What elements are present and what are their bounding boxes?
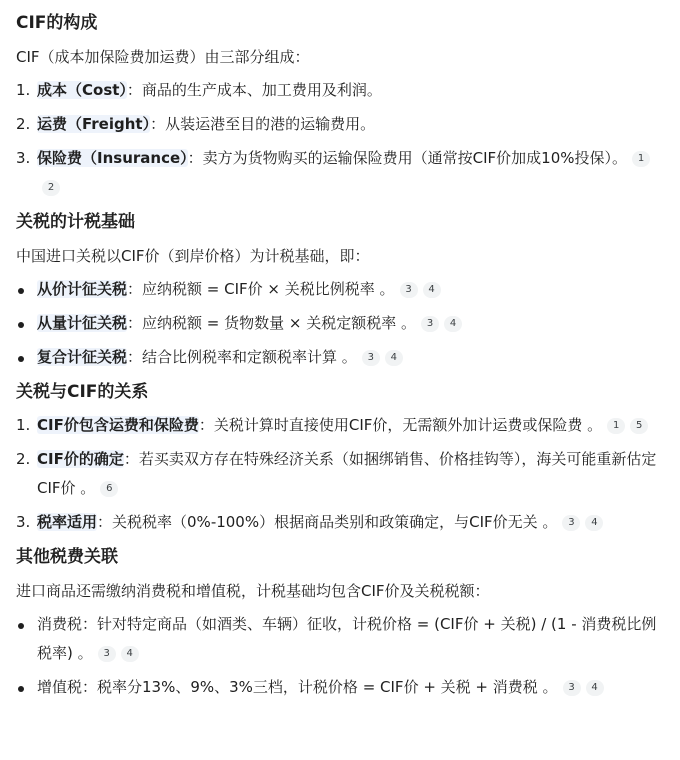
- list-number: 2.: [16, 115, 31, 133]
- bullet-icon: [18, 686, 24, 692]
- list-number: 1.: [16, 81, 31, 99]
- list-item: [16, 608, 664, 671]
- list-text: ：从装运港至目的港的运输费用。: [150, 115, 376, 133]
- citation-badge[interactable]: 4: [423, 282, 441, 298]
- bullet-icon: [18, 288, 24, 294]
- list-item: [16, 341, 664, 375]
- list-text: ：应纳税额 = 货物数量 × 关税定额税率 。: [127, 314, 416, 332]
- list-term: 从量计征关税: [37, 314, 128, 332]
- citation-badge[interactable]: 6: [100, 481, 118, 497]
- bullet-icon: [18, 623, 24, 629]
- section-heading: 其他税费关联: [16, 547, 118, 567]
- citation-badge[interactable]: 2: [42, 180, 60, 196]
- list-term: CIF价的确定: [37, 450, 124, 468]
- list-number: 3.: [16, 149, 31, 167]
- citation-badge[interactable]: 3: [98, 646, 116, 662]
- list-text: ：应纳税额 = CIF价 × 关税比例税率 。: [127, 280, 395, 298]
- list-item: [16, 506, 664, 540]
- numbered-list: [16, 74, 664, 205]
- list-term: 运费（Freight）: [37, 115, 151, 133]
- section-heading: 关税的计税基础: [16, 212, 135, 232]
- citation-badge[interactable]: 3: [421, 316, 439, 332]
- list-item: [16, 443, 664, 506]
- list-text: 增值税：税率分13%、9%、3%三档，计税价格 = CIF价 + 关税 + 消费税 。: [37, 678, 558, 696]
- list-term: 税率适用: [37, 513, 98, 531]
- list-text: ：卖方为货物购买的运输保险费用（通常按CIF价加成10%投保）。: [187, 149, 628, 167]
- citation-badge[interactable]: 4: [385, 350, 403, 366]
- list-item: [16, 142, 664, 205]
- citation-badge[interactable]: 3: [563, 680, 581, 696]
- citation-badge[interactable]: 4: [585, 515, 603, 531]
- list-text: ：若买卖双方存在特殊经济关系（如捆绑销售、价格挂钩等），海关可能重新估定CIF价 。: [37, 450, 657, 497]
- list-item: [16, 307, 664, 341]
- list-number: 2.: [16, 450, 31, 468]
- section-intro: CIF（成本加保险费加运费）由三部分组成：: [16, 48, 310, 66]
- numbered-list: [16, 409, 664, 540]
- list-text: ：结合比例税率和定额税率计算 。: [127, 348, 357, 366]
- list-term: CIF价包含运费和保险费: [37, 416, 199, 434]
- citation-badge[interactable]: 3: [562, 515, 580, 531]
- bullet-icon: [18, 322, 24, 328]
- citation-badge[interactable]: 1: [607, 418, 625, 434]
- list-text: ：关税税率（0%-100%）根据商品类别和政策确定，与CIF价无关 。: [97, 513, 558, 531]
- list-text: ：关税计算时直接使用CIF价，无需额外加计运费或保险费 。: [198, 416, 603, 434]
- citation-badge[interactable]: 4: [586, 680, 604, 696]
- citation-badge[interactable]: 3: [400, 282, 418, 298]
- list-text: ：商品的生产成本、加工费用及利润。: [126, 81, 382, 99]
- list-item: [16, 671, 664, 705]
- list-item: [16, 409, 664, 443]
- list-term: 从价计征关税: [37, 280, 128, 298]
- section-heading: 关税与CIF的关系: [16, 382, 149, 402]
- list-number: 1.: [16, 416, 31, 434]
- section-intro: 中国进口关税以CIF价（到岸价格）为计税基础，即：: [16, 247, 370, 265]
- section-heading: CIF的构成: [16, 13, 98, 33]
- section-intro: 进口商品还需缴纳消费税和增值税，计税基础均包含CIF价及关税税额：: [16, 582, 490, 600]
- citation-badge[interactable]: 5: [630, 418, 648, 434]
- list-term: 复合计征关税: [37, 348, 128, 366]
- list-item: [16, 108, 664, 142]
- citation-badge[interactable]: 4: [444, 316, 462, 332]
- citation-badge[interactable]: 4: [121, 646, 139, 662]
- citation-badge[interactable]: 1: [632, 151, 650, 167]
- list-text: 消费税：针对特定商品（如酒类、车辆）征收，计税价格 = (CIF价 + 关税) / (1 - 消费税比例税率) 。: [37, 615, 657, 662]
- list-item: [16, 273, 664, 307]
- bullet-list: [16, 608, 664, 705]
- list-number: 3.: [16, 513, 31, 531]
- bullet-list: [16, 273, 664, 375]
- bullet-icon: [18, 356, 24, 362]
- list-term: 保险费（Insurance）: [37, 149, 188, 167]
- list-term: 成本（Cost）: [37, 81, 127, 99]
- citation-badge[interactable]: 3: [362, 350, 380, 366]
- list-item: [16, 74, 664, 108]
